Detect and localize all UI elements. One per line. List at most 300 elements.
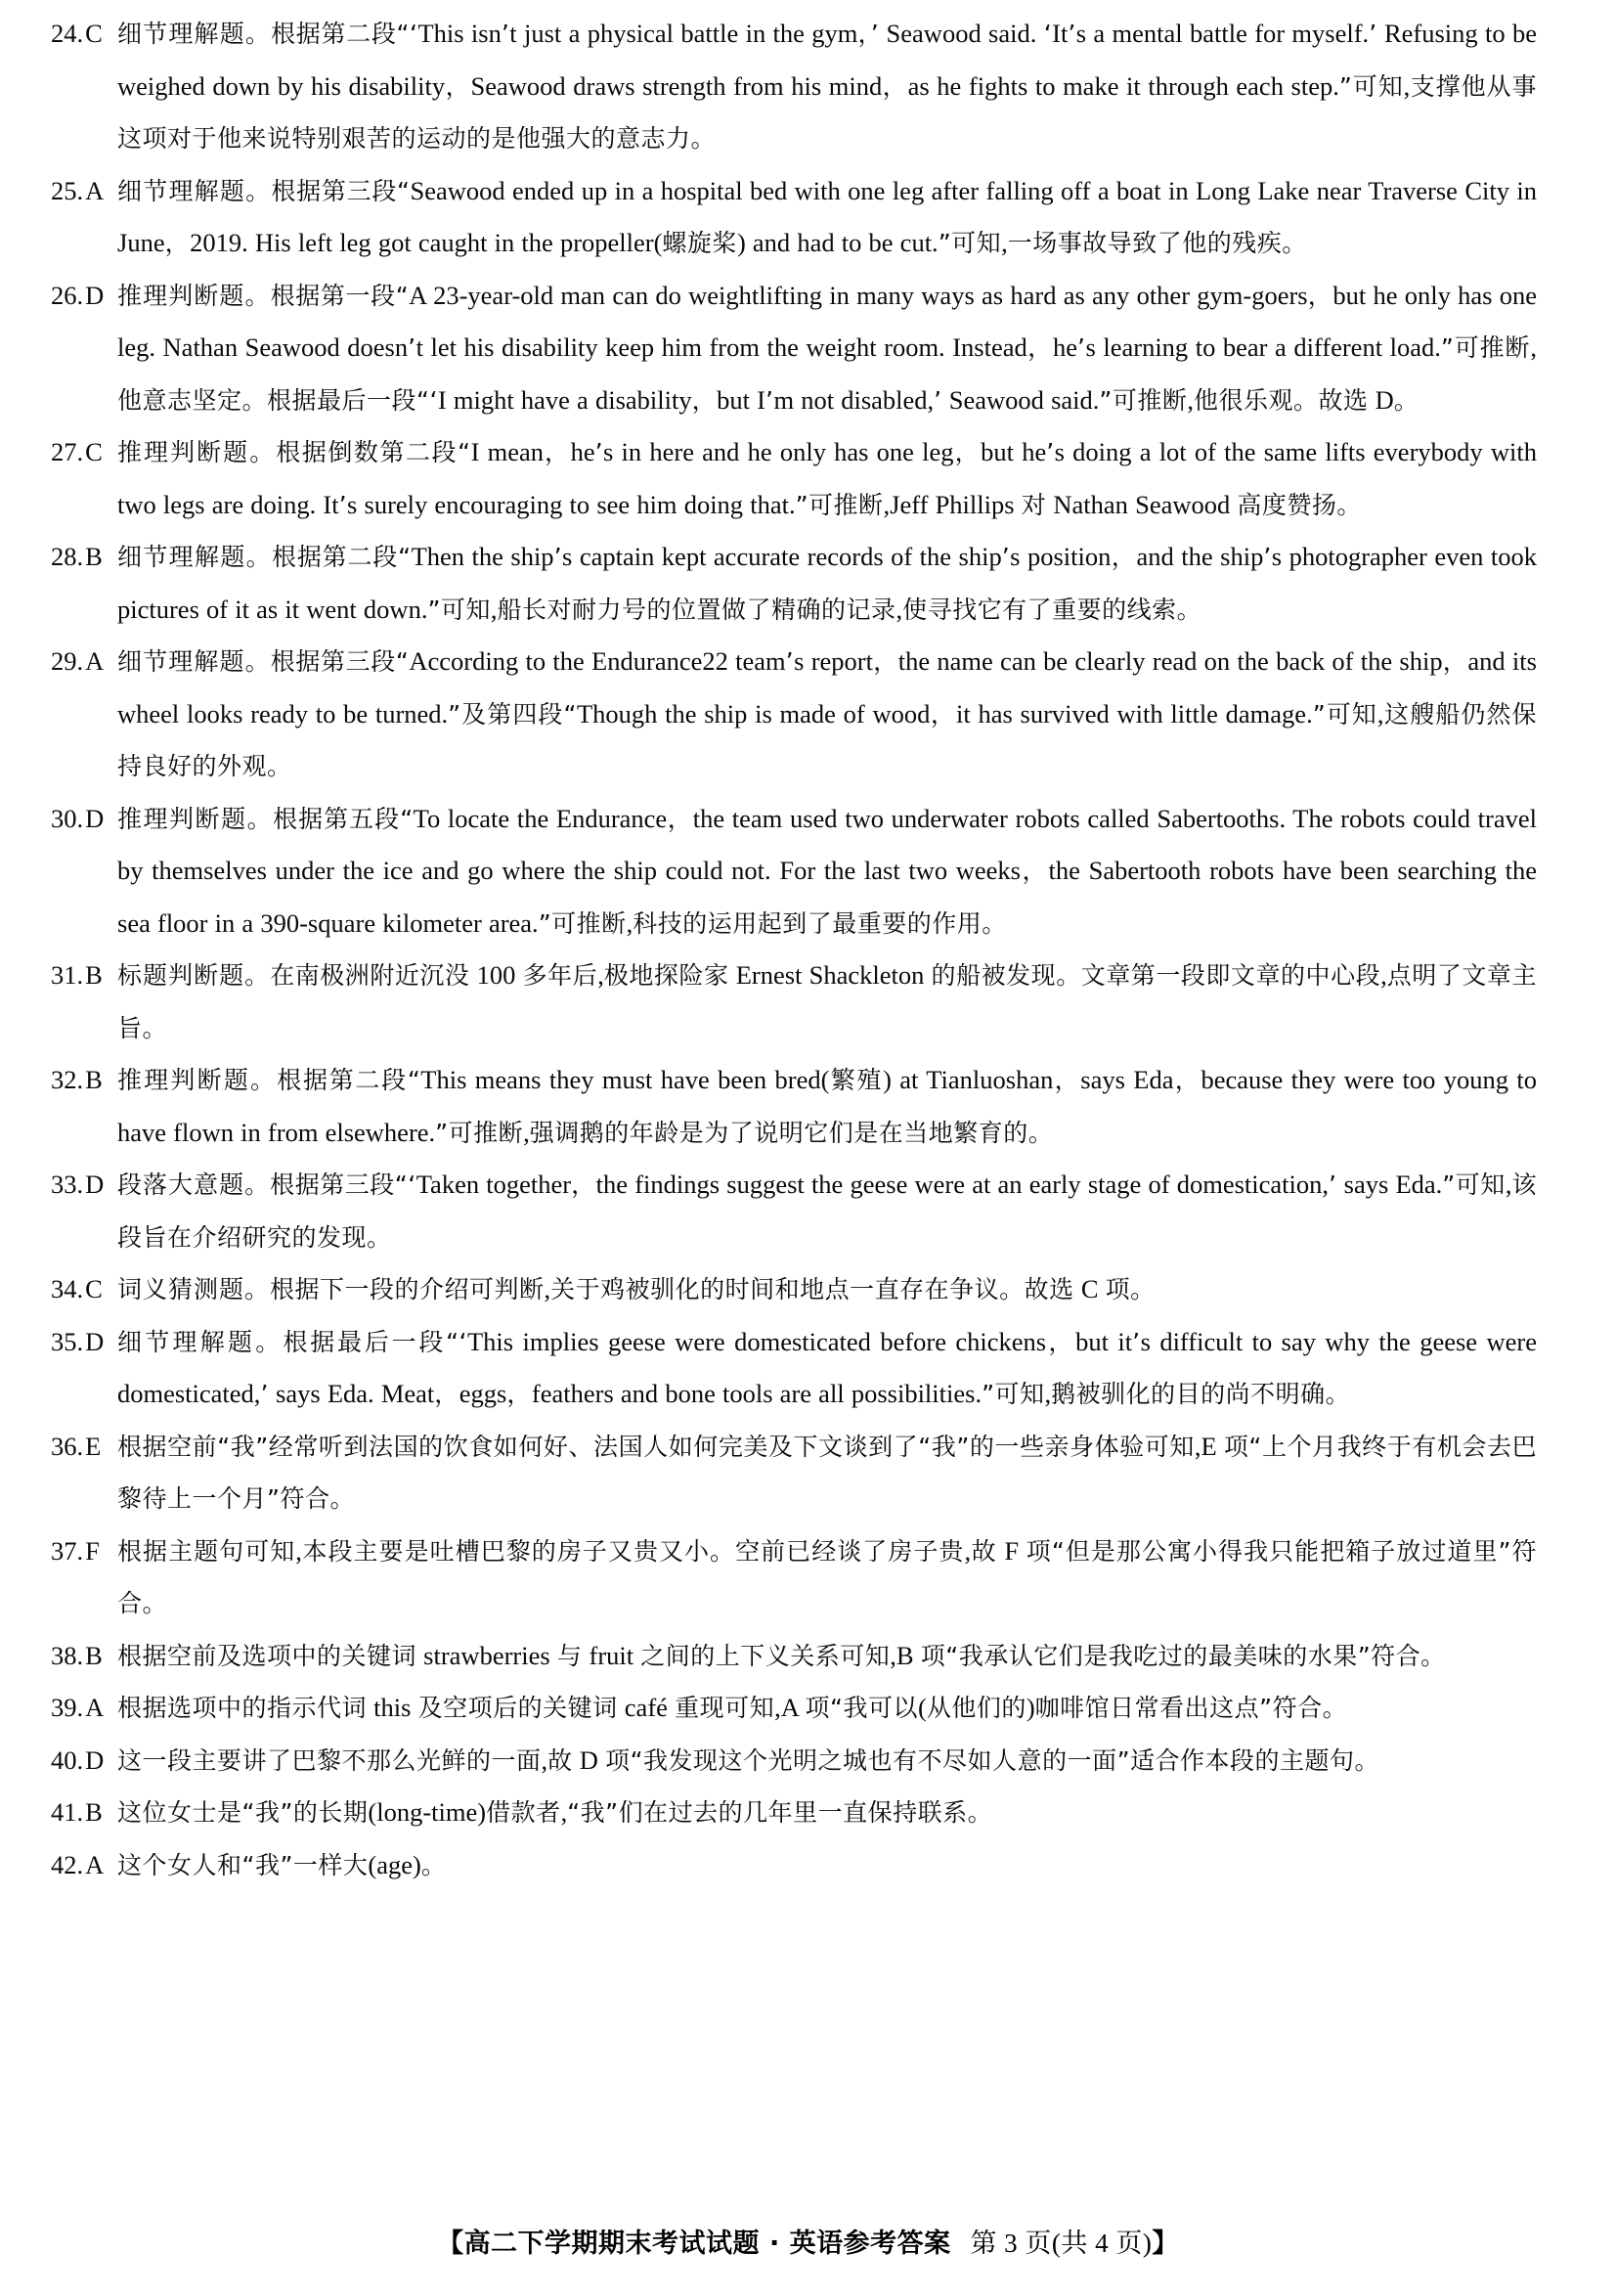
answer-explanation bbox=[117, 281, 1537, 415]
answer-explanation bbox=[117, 176, 1537, 258]
text-run-cjk: 强调鹅的年龄是为了说明它们是在当地繁育的。 bbox=[529, 1118, 1054, 1147]
question-type-label: 推理判断题。 bbox=[117, 804, 274, 833]
text-run-latin: , bbox=[1044, 1379, 1052, 1408]
text-run-cjk: 根据倒数第二段“ bbox=[276, 438, 471, 466]
text-run-cjk: ， bbox=[1307, 281, 1333, 310]
answer-item bbox=[51, 1735, 1537, 1788]
text-run-cjk: 根据第二段“ bbox=[277, 1066, 421, 1094]
text-run-latin: the findings suggest the geese were at an early stage of domestication, bbox=[595, 1170, 1330, 1199]
text-run-cjk: ’ bbox=[1077, 333, 1086, 362]
answer-number: 31. bbox=[51, 960, 84, 990]
text-run-cjk: 根据第五段“ bbox=[273, 804, 414, 833]
answer-choice-letter: A bbox=[85, 1849, 105, 1879]
text-run-cjk: ， bbox=[882, 71, 908, 101]
answer-number: 37. bbox=[51, 1535, 84, 1566]
text-run-latin: café bbox=[617, 1693, 676, 1722]
answer-lead bbox=[51, 8, 117, 60]
question-type-label: 细节理解题。 bbox=[117, 20, 272, 48]
answer-lead bbox=[51, 1159, 117, 1211]
text-run-latin: To locate the Endurance bbox=[413, 803, 668, 833]
answer-explanation bbox=[117, 437, 1537, 519]
text-run-latin: ,E bbox=[1194, 1431, 1224, 1461]
text-run-latin: , bbox=[490, 594, 498, 624]
text-run-cjk: 项“我发现这个光明之城也有不尽如人意的一面”适合作本段的主题句。 bbox=[605, 1745, 1380, 1775]
answer-explanation bbox=[117, 1065, 1537, 1147]
question-type-label: 细节理解题。 bbox=[117, 647, 271, 676]
text-run-cjk: 根据最后一段“‘ bbox=[283, 1327, 467, 1356]
text-run-latin: This isn bbox=[417, 19, 502, 48]
answer-explanation bbox=[117, 1327, 1537, 1409]
text-run-cjk: ”可知 bbox=[427, 595, 491, 624]
text-run-latin: According to the Endurance22 team bbox=[409, 646, 786, 676]
text-run-latin: ) and had to be cut. bbox=[736, 228, 939, 257]
text-run-latin: the Sabertooth robots have been searching the sea floor in a 390-square kilometer area. bbox=[117, 856, 1537, 938]
text-run-latin: fruit bbox=[582, 1640, 641, 1670]
answer-number: 33. bbox=[51, 1170, 84, 1199]
text-run-cjk: ， bbox=[953, 438, 982, 466]
answer-item bbox=[51, 270, 1537, 427]
text-run-cjk: ， bbox=[1026, 333, 1054, 362]
text-run-latin: I mean bbox=[470, 437, 544, 466]
text-run-latin: , bbox=[895, 594, 903, 624]
answer-choice-letter: B bbox=[85, 960, 103, 990]
answer-explanation bbox=[117, 1432, 1537, 1514]
text-run-cjk: ’ bbox=[785, 647, 795, 676]
text-run-latin: This implies geese were domesticated before chickens bbox=[466, 1326, 1047, 1356]
text-run-cjk: ， bbox=[434, 1380, 459, 1408]
answer-lead bbox=[51, 270, 117, 322]
answer-explanation bbox=[117, 804, 1537, 938]
text-run-cjk: 故 bbox=[971, 1536, 997, 1566]
text-run-latin: s surely encouraging to see him doing that. bbox=[347, 489, 796, 519]
text-run-cjk: 咖啡馆日常看出这点”符合。 bbox=[1034, 1694, 1348, 1722]
text-run-cjk: 科技的运用起到了最重要的作用。 bbox=[633, 908, 1007, 938]
text-run-cjk: 故 bbox=[547, 1745, 573, 1775]
question-type-label: 细节理解题。 bbox=[117, 1327, 284, 1356]
text-run-latin: m not disabled, bbox=[773, 384, 935, 415]
text-run-cjk: ”及第四段“ bbox=[448, 699, 577, 729]
text-run-cjk: ’ bbox=[501, 20, 510, 48]
answer-choice-letter: D bbox=[85, 280, 105, 310]
text-run-cjk: 根据第三段“ bbox=[271, 176, 411, 205]
question-type-label: 推理判断题。 bbox=[117, 1066, 278, 1094]
text-run-latin: ,A bbox=[774, 1693, 806, 1722]
text-run-cjk: 及空项后的关键词 bbox=[417, 1694, 618, 1722]
answer-lead bbox=[51, 426, 117, 478]
text-run-cjk: 使寻找它有了重要的线索。 bbox=[902, 595, 1202, 624]
text-run-cjk: 与 bbox=[556, 1641, 583, 1670]
text-run-cjk: 点明了文章主旨。 bbox=[117, 961, 1537, 1042]
text-run-latin: s report bbox=[794, 646, 873, 676]
text-run-cjk: ， bbox=[1442, 647, 1468, 676]
text-run-latin: (long-time) bbox=[368, 1797, 487, 1827]
text-run-cjk: ’ bbox=[1001, 543, 1011, 571]
text-run-latin: it has survived with little damage. bbox=[956, 698, 1313, 729]
answer-item bbox=[51, 1682, 1537, 1735]
text-run-cjk: ’ bbox=[594, 438, 604, 466]
text-run-latin: says Eda. bbox=[1336, 1170, 1443, 1199]
text-run-latin: says Eda bbox=[1080, 1065, 1174, 1094]
text-run-latin: , bbox=[626, 907, 633, 938]
text-run-cjk: 。 bbox=[420, 1850, 447, 1879]
answer-item bbox=[51, 1159, 1537, 1263]
text-run-latin: I might have a disability bbox=[437, 384, 692, 415]
answer-number: 28. bbox=[51, 542, 84, 571]
text-run-cjk: ”可推断 bbox=[1099, 385, 1188, 415]
text-run-cjk: 该段旨在介绍研究的发现。 bbox=[117, 1170, 1537, 1252]
answer-lead bbox=[51, 1316, 117, 1368]
text-run-cjk: ’ bbox=[553, 543, 563, 571]
text-run-latin: but he bbox=[981, 437, 1047, 466]
text-run-cjk: 高度赞扬。 bbox=[1237, 490, 1362, 519]
answer-explanation bbox=[117, 1797, 992, 1827]
text-run-cjk: ， bbox=[667, 804, 693, 833]
text-run-latin: , bbox=[523, 1117, 530, 1147]
text-run-cjk: ’ bbox=[1329, 1170, 1337, 1199]
text-run-latin: Refusing to be weighed down by his disability bbox=[117, 19, 1537, 101]
answer-choice-letter: D bbox=[85, 803, 105, 833]
text-run-latin: , bbox=[1505, 1170, 1512, 1199]
text-run-latin: 2019. His left leg got caught in the propeller( bbox=[190, 228, 663, 257]
text-run-latin: ) at Tianluoshan bbox=[883, 1065, 1054, 1094]
text-run-latin: Ernest Shackleton bbox=[728, 960, 932, 990]
text-run-latin: but he only has one leg. Nathan Seawood doesn bbox=[117, 280, 1537, 362]
answer-item bbox=[51, 949, 1537, 1054]
text-run-latin: s difficult to say why the geese were domesticated, bbox=[117, 1326, 1537, 1408]
text-run-cjk: 重现可知 bbox=[675, 1694, 775, 1722]
text-run-cjk: ， bbox=[1173, 1066, 1201, 1094]
text-run-latin: , bbox=[544, 1274, 551, 1303]
page-footer bbox=[0, 2222, 1616, 2260]
text-run-latin: Taken together bbox=[415, 1170, 572, 1199]
text-run-cjk: 关于鸡被驯化的时间和地点一直存在争议。故选 bbox=[550, 1275, 1074, 1303]
answer-lead bbox=[51, 1054, 117, 1106]
answer-number: 42. bbox=[51, 1849, 84, 1879]
text-run-cjk: 根据第三段“ bbox=[270, 647, 410, 676]
text-run-latin: , bbox=[1403, 70, 1411, 101]
answer-lead bbox=[51, 531, 117, 583]
text-run-cjk: 之间的上下义关系可知 bbox=[640, 1641, 891, 1670]
answer-item bbox=[51, 1525, 1537, 1630]
text-run-cjk: 船长对耐力号的位置做了精确的记录 bbox=[497, 595, 896, 624]
text-run-cjk: 根据下一段的介绍可判断 bbox=[270, 1275, 545, 1303]
text-run-latin: This means they must have been bred( bbox=[420, 1065, 830, 1094]
text-run-latin: , bbox=[541, 1744, 548, 1775]
text-run-cjk: 这个女人和“我”一样大 bbox=[117, 1850, 369, 1879]
text-run-latin: , bbox=[1376, 698, 1384, 729]
answer-item bbox=[51, 1054, 1537, 1159]
text-run-latin: eggs bbox=[459, 1379, 507, 1408]
text-run-cjk: 极地探险家 bbox=[603, 961, 729, 990]
answer-item bbox=[51, 1839, 1537, 1892]
footer-bracket-open: 【 bbox=[437, 2229, 464, 2259]
question-type-label: 推理判断题。 bbox=[117, 281, 271, 310]
answer-explanation bbox=[117, 1693, 1347, 1722]
answer-choice-letter: A bbox=[85, 175, 105, 205]
answer-number: 39. bbox=[51, 1693, 84, 1722]
question-type-label: 词义猜测题。 bbox=[117, 1275, 271, 1303]
answer-choice-letter: A bbox=[85, 646, 105, 676]
text-run-latin: as he fights to make it through each step. bbox=[907, 70, 1339, 101]
text-run-cjk: ， bbox=[543, 438, 571, 466]
text-run-cjk: ’ bbox=[408, 333, 416, 362]
text-run-latin: because they were too young to have flown in from elsewhere. bbox=[117, 1065, 1537, 1147]
answer-number: 36. bbox=[51, 1431, 84, 1461]
text-run-cjk: 根据第二段“‘ bbox=[271, 20, 418, 48]
text-run-cjk: 多年后 bbox=[522, 961, 598, 990]
text-run-cjk: 一场事故导致了他的残疾。 bbox=[1007, 229, 1307, 257]
text-run-cjk: ， bbox=[872, 647, 898, 676]
text-run-cjk: ，’ bbox=[857, 20, 880, 48]
answer-choice-letter: C bbox=[85, 19, 103, 48]
text-run-latin: D bbox=[572, 1744, 606, 1775]
text-run-cjk: 从他们的 bbox=[926, 1694, 1026, 1722]
text-run-cjk: ”可知 bbox=[1312, 699, 1377, 729]
footer-page-number: 第 3 页(共 4 页) bbox=[970, 2229, 1153, 2258]
text-run-cjk: 这位女士是“我”的长期 bbox=[117, 1798, 369, 1827]
answer-lead bbox=[51, 1263, 117, 1315]
text-run-cjk: 这一段主要讲了巴黎不那么光鲜的一面 bbox=[117, 1745, 542, 1775]
footer-bracket-close: 】 bbox=[1152, 2229, 1179, 2259]
text-run-latin: and the ship bbox=[1136, 542, 1264, 571]
text-run-latin: and its wheel looks ready to be turned. bbox=[117, 646, 1537, 729]
answer-choice-letter: B bbox=[85, 1065, 103, 1094]
answer-number: 26. bbox=[51, 280, 84, 310]
text-run-cjk: 根据第一段“ bbox=[270, 281, 410, 310]
text-run-cjk: 根据主题句可知 bbox=[117, 1536, 296, 1566]
text-run-latin: says Eda. Meat bbox=[268, 1379, 435, 1408]
answer-item bbox=[51, 1421, 1537, 1525]
answer-item bbox=[51, 426, 1537, 531]
answer-item bbox=[51, 793, 1537, 950]
text-run-cjk: ’ bbox=[1369, 20, 1377, 48]
answer-choice-letter: F bbox=[85, 1535, 100, 1566]
text-run-cjk: ”可知 bbox=[1442, 1170, 1506, 1199]
answer-lead bbox=[51, 636, 117, 687]
text-run-latin: , bbox=[964, 1535, 972, 1566]
text-run-cjk: ’ bbox=[338, 490, 348, 519]
answer-explanation bbox=[117, 1536, 1537, 1618]
text-run-latin: strawberries bbox=[416, 1640, 557, 1670]
answer-choice-letter: B bbox=[85, 542, 103, 571]
answer-choice-letter: B bbox=[85, 1640, 103, 1670]
text-run-latin: t just a physical battle in the gym bbox=[509, 19, 858, 48]
text-run-latin: ,Jeff Phillips bbox=[883, 489, 1022, 519]
text-run-cjk: 。 bbox=[1393, 385, 1419, 415]
text-run-latin: s position bbox=[1010, 542, 1112, 571]
text-run-cjk: ‘ bbox=[1043, 20, 1053, 48]
text-run-latin: Seawood said. bbox=[941, 384, 1100, 415]
text-run-latin: but I bbox=[717, 384, 765, 415]
text-run-cjk: ”可知 bbox=[938, 229, 1002, 257]
text-run-latin: It bbox=[1052, 19, 1069, 48]
text-run-cjk: 支撑他从事这项对于他来说特别艰苦的运动的是他强大的意志力。 bbox=[117, 71, 1537, 153]
text-run-latin: the team used two underwater robots called Sabertooths. The robots could travel by themselves under the ice and go where the ship could not. For the last two weeks bbox=[117, 803, 1537, 885]
answer-choice-letter: D bbox=[85, 1170, 105, 1199]
answer-number: 29. bbox=[51, 646, 84, 676]
answer-choice-letter: E bbox=[85, 1431, 102, 1461]
text-run-latin: t let his disability keep him from the weight room. Instead bbox=[415, 332, 1027, 362]
answer-explanation bbox=[117, 646, 1537, 780]
answer-item bbox=[51, 1263, 1537, 1316]
text-run-latin: ) bbox=[1026, 1693, 1035, 1722]
text-run-latin: , bbox=[1380, 960, 1387, 990]
text-run-cjk: 项“我承认它们是我吃过的最美味的水果”符合。 bbox=[920, 1641, 1446, 1670]
text-run-latin: 100 bbox=[469, 960, 523, 990]
answer-choice-letter: D bbox=[85, 1326, 105, 1356]
answer-choice-letter: B bbox=[85, 1797, 103, 1827]
answer-number: 32. bbox=[51, 1065, 84, 1094]
text-run-latin: s photographer even took pictures of it as it went down. bbox=[117, 542, 1537, 624]
text-run-cjk: ”可推断 bbox=[435, 1118, 524, 1147]
answer-lead bbox=[51, 1682, 117, 1734]
text-run-cjk: 这艘船仍然保持良好的外观。 bbox=[117, 699, 1537, 780]
text-run-cjk: 的船被发现。文章第一段即文章的中心段 bbox=[931, 961, 1381, 990]
text-run-latin: he bbox=[1053, 332, 1078, 362]
text-run-latin: , bbox=[597, 960, 604, 990]
answer-item bbox=[51, 1630, 1537, 1683]
text-run-cjk: ， bbox=[506, 1380, 532, 1408]
answer-lead bbox=[51, 949, 117, 1001]
text-run-latin: s a mental battle for myself. bbox=[1075, 19, 1370, 48]
text-run-latin: , bbox=[295, 1535, 302, 1566]
text-run-cjk: ’ bbox=[1132, 1327, 1141, 1356]
text-run-cjk: 项“上个月我终于有机会去巴黎待上一个月”符合。 bbox=[117, 1432, 1538, 1513]
answer-explanation bbox=[117, 19, 1537, 153]
text-run-cjk: ’ bbox=[260, 1380, 269, 1408]
text-run-cjk: ”可推断 bbox=[1440, 333, 1531, 362]
text-run-latin: Seawood said. bbox=[879, 19, 1044, 48]
text-run-cjk: ， bbox=[930, 699, 957, 729]
answer-lead bbox=[51, 793, 117, 845]
text-run-latin: (age) bbox=[368, 1849, 421, 1879]
text-run-cjk: 根据空前及选项中的关键词 bbox=[117, 1641, 417, 1670]
text-run-cjk: ’ bbox=[764, 385, 774, 415]
text-run-latin: , bbox=[1530, 332, 1537, 362]
question-type-label: 细节理解题。 bbox=[117, 176, 272, 205]
text-run-latin: s learning to bear a different load. bbox=[1085, 332, 1441, 362]
text-run-cjk: 他很乐观。故选 bbox=[1193, 385, 1369, 415]
text-run-cjk: ， bbox=[1021, 857, 1049, 885]
text-run-cjk: ’ bbox=[1046, 438, 1055, 466]
answer-explanation bbox=[117, 542, 1537, 624]
text-run-cjk: ， bbox=[164, 229, 191, 257]
answer-item bbox=[51, 165, 1537, 270]
answer-lead bbox=[51, 1630, 117, 1682]
question-type-label: 细节理解题。 bbox=[117, 543, 272, 571]
text-run-cjk: 在南极洲附近沉没 bbox=[270, 961, 470, 990]
text-run-latin: he bbox=[570, 437, 595, 466]
text-run-latin: s captain kept accurate records of the ship bbox=[562, 542, 1002, 571]
text-run-cjk: “我”们在过去的几年里一直保持联系。 bbox=[567, 1798, 993, 1827]
text-run-latin: but it bbox=[1075, 1326, 1133, 1356]
answer-choice-letter: A bbox=[85, 1693, 105, 1722]
text-run-cjk: ， bbox=[445, 71, 471, 101]
text-run-cjk: 项“我可以 bbox=[805, 1694, 918, 1722]
answer-choice-letter: C bbox=[85, 1274, 103, 1303]
answer-lead bbox=[51, 1787, 117, 1838]
question-type-label: 标题判断题。 bbox=[117, 961, 271, 990]
text-run-latin: A 23-year-old man can do weightlifting in many ways as hard as any other gym-goers bbox=[409, 280, 1308, 310]
answer-number: 34. bbox=[51, 1274, 84, 1303]
text-run-latin: Seawood draws strength from his mind bbox=[470, 70, 883, 101]
answer-number: 40. bbox=[51, 1744, 84, 1775]
answer-explanation bbox=[270, 1274, 1156, 1303]
answer-number: 38. bbox=[51, 1640, 84, 1670]
question-type-label: 推理判断题。 bbox=[117, 438, 277, 466]
text-run-cjk: ， bbox=[1046, 1327, 1076, 1356]
text-run-cjk: ”可知 bbox=[1338, 71, 1404, 101]
text-run-latin: the name can be clearly read on the back of the ship bbox=[897, 646, 1443, 676]
text-run-cjk: 鹅被驯化的目的尚不明确。 bbox=[1051, 1380, 1351, 1408]
text-run-latin: Nathan Seawood bbox=[1046, 489, 1238, 519]
answer-item bbox=[51, 636, 1537, 793]
text-run-cjk: ”可推断 bbox=[795, 490, 884, 519]
footer-title: 高二下学期期末考试试题 · 英语参考答案 bbox=[463, 2229, 951, 2259]
answer-item bbox=[51, 531, 1537, 636]
answer-number: 35. bbox=[51, 1326, 84, 1356]
text-run-latin: F bbox=[996, 1535, 1026, 1566]
text-run-cjk: ， bbox=[691, 385, 718, 415]
text-run-latin: ,B bbox=[890, 1640, 921, 1670]
answer-number: 25. bbox=[51, 175, 84, 205]
text-run-cjk: 他意志坚定。根据最后一段“‘ bbox=[117, 385, 438, 415]
text-run-cjk: ’ bbox=[934, 385, 942, 415]
answer-explanation bbox=[117, 1170, 1537, 1252]
text-run-latin: Though the ship is made of wood bbox=[576, 698, 931, 729]
text-run-cjk: ’ bbox=[1068, 20, 1076, 48]
answer-explanation bbox=[117, 1745, 1379, 1775]
text-run-cjk: ， bbox=[571, 1170, 596, 1199]
text-run-cjk: 对 bbox=[1021, 490, 1047, 519]
text-run-cjk: ， bbox=[1053, 1066, 1081, 1094]
answer-number: 30. bbox=[51, 803, 84, 833]
text-run-cjk: 螺旋桨 bbox=[662, 229, 737, 257]
text-run-cjk: ’ bbox=[1263, 543, 1272, 571]
text-run-latin: Then the ship bbox=[411, 542, 554, 571]
text-run-latin: D bbox=[1368, 384, 1394, 415]
answer-number: 27. bbox=[51, 437, 84, 466]
answer-lead bbox=[51, 165, 117, 217]
answer-explanation bbox=[117, 960, 1537, 1042]
text-run-latin: s in here and he only has one leg bbox=[603, 437, 954, 466]
text-run-cjk: 繁殖 bbox=[829, 1066, 884, 1094]
answer-number: 41. bbox=[51, 1797, 84, 1827]
text-run-latin: C bbox=[1073, 1274, 1106, 1303]
text-run-cjk: 本段主要是吐槽巴黎的房子又贵又小。空前已经谈了房子贵 bbox=[301, 1536, 965, 1566]
text-run-cjk: 根据第二段“ bbox=[271, 543, 412, 571]
text-run-latin: , bbox=[560, 1797, 568, 1827]
answer-item bbox=[51, 8, 1537, 165]
text-run-latin: ( bbox=[918, 1693, 927, 1722]
text-run-cjk: ”可知 bbox=[982, 1380, 1045, 1408]
text-run-cjk: 根据选项中的指示代词 bbox=[117, 1694, 368, 1722]
answer-choice-letter: D bbox=[85, 1744, 105, 1775]
text-run-latin: this bbox=[367, 1693, 418, 1722]
question-type-label: 段落大意题。 bbox=[117, 1170, 271, 1199]
text-run-cjk: ， bbox=[1111, 543, 1137, 571]
answer-lead bbox=[51, 1525, 117, 1577]
answer-item bbox=[51, 1787, 1537, 1839]
answer-lead bbox=[51, 1421, 117, 1473]
answer-lead bbox=[51, 1839, 117, 1891]
text-run-cjk: ”可推断 bbox=[538, 908, 627, 938]
text-run-latin: feathers and bone tools are all possibilities. bbox=[531, 1379, 983, 1408]
text-run-latin: , bbox=[1001, 228, 1008, 257]
answer-explanation bbox=[117, 1641, 1446, 1670]
answer-list bbox=[51, 8, 1537, 1891]
text-run-latin: , bbox=[1187, 384, 1194, 415]
